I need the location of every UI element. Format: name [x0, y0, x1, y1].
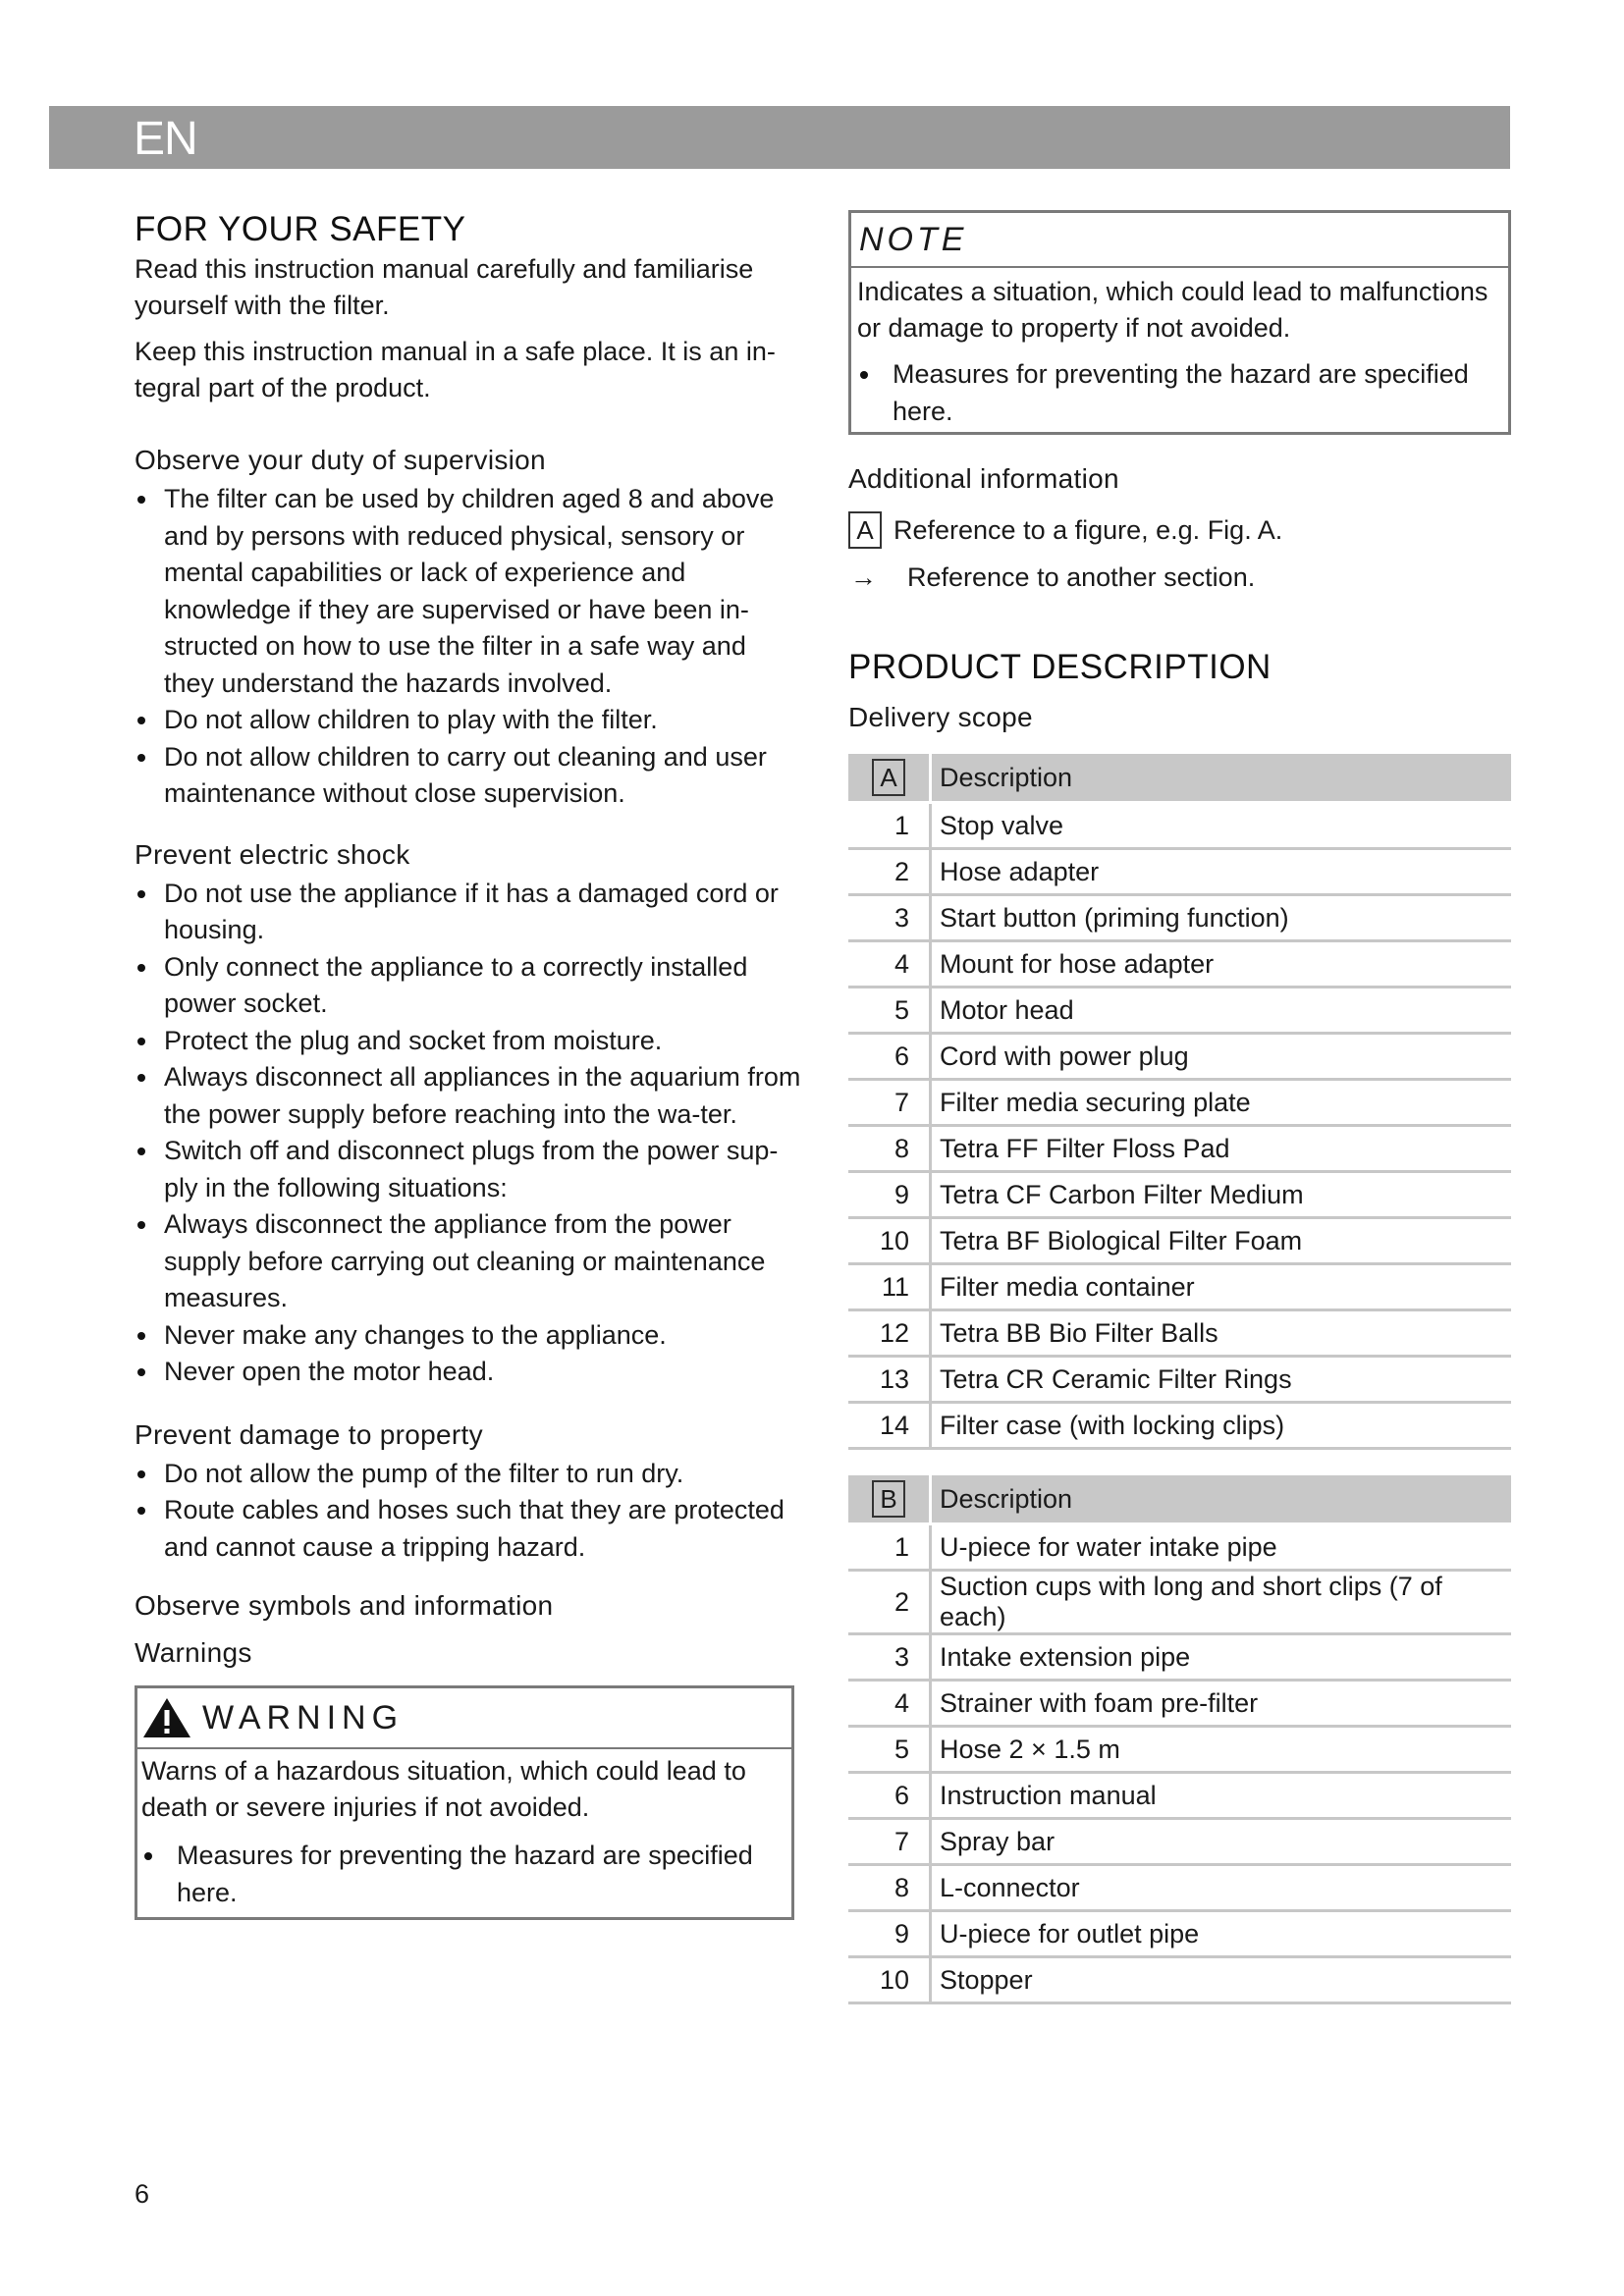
- warning-title: WARNING: [202, 1698, 405, 1736]
- table-row: [848, 1357, 1511, 1403]
- safety-title: FOR YOUR SAFETY: [135, 210, 466, 248]
- row-description: Hose 2 × 1.5 m: [931, 1727, 1512, 1773]
- row-description: Strainer with foam pre-filter: [931, 1681, 1512, 1727]
- list-item: Never make any changes to the appliance.: [135, 1317, 802, 1355]
- table-b-header: Description: [931, 1475, 1512, 1524]
- list-item: Do not allow the pump of the filter to run dry.: [135, 1456, 802, 1493]
- table-row: [848, 1681, 1511, 1727]
- list-item: Do not allow children to carry out cleaning and user maintenance without close supervision.: [135, 739, 802, 813]
- list-item: Never open the motor head.: [135, 1354, 802, 1391]
- row-number: 2: [848, 849, 931, 895]
- language-label: EN: [134, 113, 197, 165]
- row-description: Motor head: [931, 988, 1512, 1034]
- row-number: 5: [848, 988, 931, 1034]
- language-header-bar: [49, 106, 1510, 169]
- table-row: [848, 1571, 1511, 1634]
- row-number: 11: [848, 1264, 931, 1310]
- delivery-table-b: [848, 1475, 1511, 2004]
- row-number: 2: [848, 1571, 931, 1634]
- list-item: The filter can be used by children aged 8 and above and by persons with reduced physical, sensory or mental capabilities or lack of experience and knowledge if they are supervised or have been in-structed on how to use the filter in a safe way and they understand the hazards involved.: [135, 481, 802, 702]
- list-item: Switch off and disconnect plugs from the power sup-ply in the following situations:: [135, 1133, 802, 1206]
- row-number: 5: [848, 1727, 931, 1773]
- table-row: [848, 1865, 1511, 1911]
- arrow-right-icon: →: [850, 562, 877, 592]
- row-number: 6: [848, 1773, 931, 1819]
- table-row: [848, 1264, 1511, 1310]
- row-number: 8: [848, 1126, 931, 1172]
- table-row: [848, 803, 1511, 849]
- table-row: [848, 895, 1511, 941]
- table-row: [848, 1126, 1511, 1172]
- figure-reference-text: Reference to a figure, e.g. Fig. A.: [893, 514, 1283, 545]
- property-list: [135, 1456, 802, 1567]
- section-reference-row: [848, 562, 1511, 593]
- row-number: 12: [848, 1310, 931, 1357]
- figure-reference-row: [848, 511, 1511, 549]
- list-item: Route cables and hoses such that they are protected and cannot cause a tripping hazard.: [135, 1492, 802, 1566]
- row-description: Tetra BB Bio Filter Balls: [931, 1310, 1512, 1357]
- row-number: 1: [848, 803, 931, 849]
- row-description: Spray bar: [931, 1819, 1512, 1865]
- row-description: Intake extension pipe: [931, 1634, 1512, 1681]
- table-row: [848, 1957, 1511, 2003]
- table-header-row: [848, 754, 1511, 803]
- property-heading: Prevent damage to property: [135, 1418, 483, 1450]
- symbols-heading: Observe symbols and information: [135, 1590, 554, 1621]
- warning-box: [135, 1685, 794, 1920]
- table-b-body: [848, 1524, 1511, 2003]
- table-header-row: [848, 1475, 1511, 1524]
- delivery-table-a: [848, 754, 1511, 1450]
- row-number: 3: [848, 1634, 931, 1681]
- list-item: Always disconnect the appliance from the power supply before carrying out cleaning or maintenance measures.: [135, 1206, 802, 1317]
- row-number: 10: [848, 1957, 931, 2003]
- row-description: Tetra FF Filter Floss Pad: [931, 1126, 1512, 1172]
- warning-bullets: [141, 1838, 787, 1911]
- row-description: Stop valve: [931, 803, 1512, 849]
- warning-box-header: [137, 1688, 791, 1749]
- table-a-key-box: A: [872, 759, 905, 796]
- table-row: [848, 1634, 1511, 1681]
- safety-intro-2: Keep this instruction manual in a safe place. It is an in-tegral part of the product.: [135, 337, 776, 402]
- note-bullets: [857, 356, 1502, 430]
- info-column: [848, 210, 1511, 2004]
- table-row: [848, 1524, 1511, 1571]
- row-description: Cord with power plug: [931, 1034, 1512, 1080]
- list-item: Always disconnect all appliances in the aquarium from the power supply before reaching into the wa-ter.: [135, 1059, 802, 1133]
- note-text: Indicates a situation, which could lead to malfunctions or damage to property if not avoided.: [857, 277, 1489, 343]
- warnings-heading: Warnings: [135, 1637, 252, 1668]
- delivery-scope-heading: Delivery scope: [848, 702, 1033, 732]
- row-description: Filter media container: [931, 1264, 1512, 1310]
- row-description: Start button (priming function): [931, 895, 1512, 941]
- list-item: Measures for preventing the hazard are specified here.: [141, 1838, 787, 1911]
- row-description: Stopper: [931, 1957, 1512, 2003]
- note-title: NOTE: [859, 220, 968, 258]
- table-row: [848, 1218, 1511, 1264]
- warning-text: Warns of a hazardous situation, which could lead to death or severe injuries if not avoided.: [141, 1756, 746, 1822]
- list-item: Protect the plug and socket from moisture.: [135, 1023, 802, 1060]
- note-box-header: [851, 213, 1508, 268]
- row-description: Tetra BF Biological Filter Foam: [931, 1218, 1512, 1264]
- table-row: [848, 941, 1511, 988]
- list-item: Only connect the appliance to a correctly installed power socket.: [135, 949, 802, 1023]
- table-a-header: Description: [931, 754, 1512, 803]
- table-a-body: [848, 803, 1511, 1449]
- row-description: L-connector: [931, 1865, 1512, 1911]
- row-description: U-piece for water intake pipe: [931, 1524, 1512, 1571]
- row-description: Tetra CF Carbon Filter Medium: [931, 1172, 1512, 1218]
- safety-intro-1: Read this instruction manual carefully and familiarise yourself with the filter.: [135, 254, 754, 320]
- row-number: 4: [848, 941, 931, 988]
- section-reference-text: Reference to another section.: [907, 562, 1256, 592]
- row-number: 4: [848, 1681, 931, 1727]
- row-number: 9: [848, 1911, 931, 1957]
- row-number: 1: [848, 1524, 931, 1571]
- table-row: [848, 1819, 1511, 1865]
- row-description: Hose adapter: [931, 849, 1512, 895]
- row-number: 3: [848, 895, 931, 941]
- warning-triangle-icon: [141, 1696, 192, 1739]
- additional-info-heading: Additional information: [848, 463, 1119, 494]
- table-row: [848, 1310, 1511, 1357]
- table-row: [848, 849, 1511, 895]
- table-row: [848, 1080, 1511, 1126]
- note-box: [848, 210, 1511, 435]
- row-number: 10: [848, 1218, 931, 1264]
- supervision-list: [135, 481, 802, 813]
- table-row: [848, 1172, 1511, 1218]
- shock-heading: Prevent electric shock: [135, 838, 410, 870]
- row-number: 7: [848, 1819, 931, 1865]
- row-number: 9: [848, 1172, 931, 1218]
- row-number: 6: [848, 1034, 931, 1080]
- product-description-title: PRODUCT DESCRIPTION: [848, 648, 1272, 686]
- page-number: 6: [135, 2179, 150, 2209]
- row-description: Instruction manual: [931, 1773, 1512, 1819]
- row-number: 13: [848, 1357, 931, 1403]
- table-row: [848, 1403, 1511, 1449]
- table-row: [848, 1911, 1511, 1957]
- safety-column: [135, 210, 802, 1920]
- shock-list: [135, 876, 802, 1391]
- table-row: [848, 1727, 1511, 1773]
- list-item: Do not use the appliance if it has a damaged cord or housing.: [135, 876, 802, 949]
- row-description: Suction cups with long and short clips (7 of each): [931, 1571, 1512, 1634]
- table-row: [848, 1034, 1511, 1080]
- row-number: 14: [848, 1403, 931, 1449]
- row-description: Tetra CR Ceramic Filter Rings: [931, 1357, 1512, 1403]
- table-row: [848, 988, 1511, 1034]
- figure-key-box: A: [848, 511, 882, 549]
- table-row: [848, 1773, 1511, 1819]
- row-description: Filter case (with locking clips): [931, 1403, 1512, 1449]
- list-item: Measures for preventing the hazard are specified here.: [857, 356, 1502, 430]
- row-number: 7: [848, 1080, 931, 1126]
- row-description: U-piece for outlet pipe: [931, 1911, 1512, 1957]
- table-b-key-box: B: [872, 1480, 905, 1518]
- row-number: 8: [848, 1865, 931, 1911]
- supervision-heading: Observe your duty of supervision: [135, 445, 546, 475]
- list-item: Do not allow children to play with the filter.: [135, 702, 802, 739]
- row-description: Filter media securing plate: [931, 1080, 1512, 1126]
- row-description: Mount for hose adapter: [931, 941, 1512, 988]
